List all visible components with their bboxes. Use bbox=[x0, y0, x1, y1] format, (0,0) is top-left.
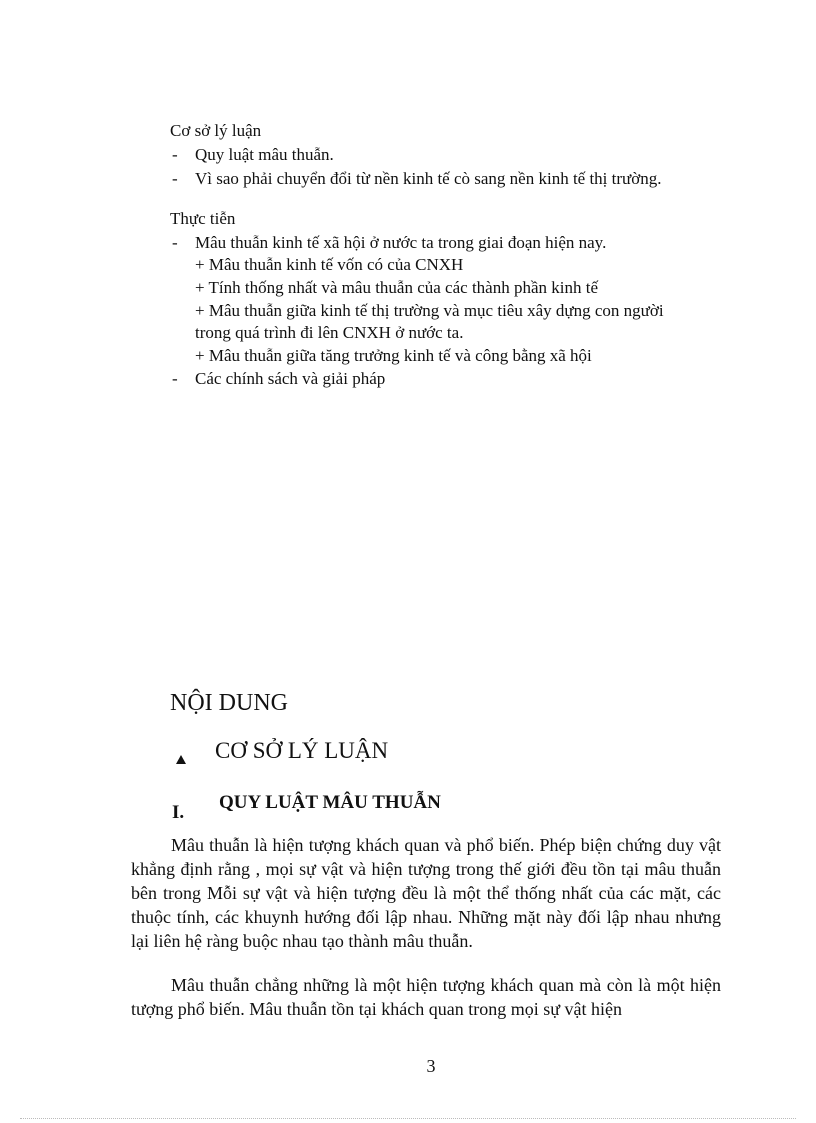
outline-practice-subitem: + Mâu thuẫn kinh tế vốn có của CNXH bbox=[195, 255, 464, 274]
body-paragraph-1: Mâu thuẫn là hiện tượng khách quan và phổ biến. Phép biện chứng duy vật khẳng định rằng , mọi sự vật và hiện tượng trong thế giới đều tồn tại mâu thuẫn bên trong Mỗi sự vật và hiện tượng đều là một thể thống nhất của các mặt, các thuộc tính, các khuynh hướng đối lập nhau. Những mặt này đối lập nhau nhưng lại liên hệ ràng buộc nhau tạo thành mâu thuẫn. bbox=[131, 835, 721, 951]
subsection-number: I. bbox=[172, 802, 185, 823]
page-number: 3 bbox=[426, 1056, 436, 1076]
outline-practice-subitem: + Mâu thuẫn giữa kinh tế thị trường và mục tiêu xây dựng con người bbox=[195, 301, 664, 320]
section-marker-icon bbox=[176, 755, 186, 764]
section-title: CƠ SỞ LÝ LUẬN bbox=[215, 738, 389, 763]
outline-practice-subitem: + Mâu thuẫn giữa tăng trưởng kinh tế và công bằng xã hội bbox=[195, 346, 592, 365]
content-heading: NỘI DUNG bbox=[170, 690, 288, 716]
body-paragraph-2: Mâu thuẫn chẳng những là một hiện tượng khách quan mà còn là một hiện tượng phổ biến. Mâu thuẫn tồn tại khách quan trong mọi sự vật hiện bbox=[131, 975, 721, 1019]
outline-practice-subitem-continuation: trong quá trình đi lên CNXH ở nước ta. bbox=[195, 323, 464, 342]
footer-divider bbox=[20, 1118, 796, 1119]
bullet-dash: - bbox=[172, 145, 178, 164]
outline-practice-title: Thực tiễn bbox=[170, 209, 236, 228]
bullet-dash: - bbox=[172, 233, 178, 252]
subsection-title: QUY LUẬT MÂU THUẪN bbox=[219, 792, 441, 813]
bullet-dash: - bbox=[172, 369, 178, 388]
outline-theory-item-1: Quy luật mâu thuẫn. bbox=[195, 145, 334, 164]
outline-theory-item-2: Vì sao phải chuyển đổi từ nền kinh tế cò sang nền kinh tế thị trường. bbox=[195, 169, 662, 188]
outline-theory-title: Cơ sở lý luận bbox=[170, 121, 262, 140]
outline-practice-item-2: Các chính sách và giải pháp bbox=[195, 369, 386, 388]
bullet-dash: - bbox=[172, 169, 178, 188]
outline-practice-subitem: + Tính thống nhất và mâu thuẫn của các thành phần kinh tế bbox=[195, 278, 598, 297]
outline-practice-item-1: Mâu thuẫn kinh tế xã hội ở nước ta trong giai đoạn hiện nay. bbox=[195, 233, 607, 252]
